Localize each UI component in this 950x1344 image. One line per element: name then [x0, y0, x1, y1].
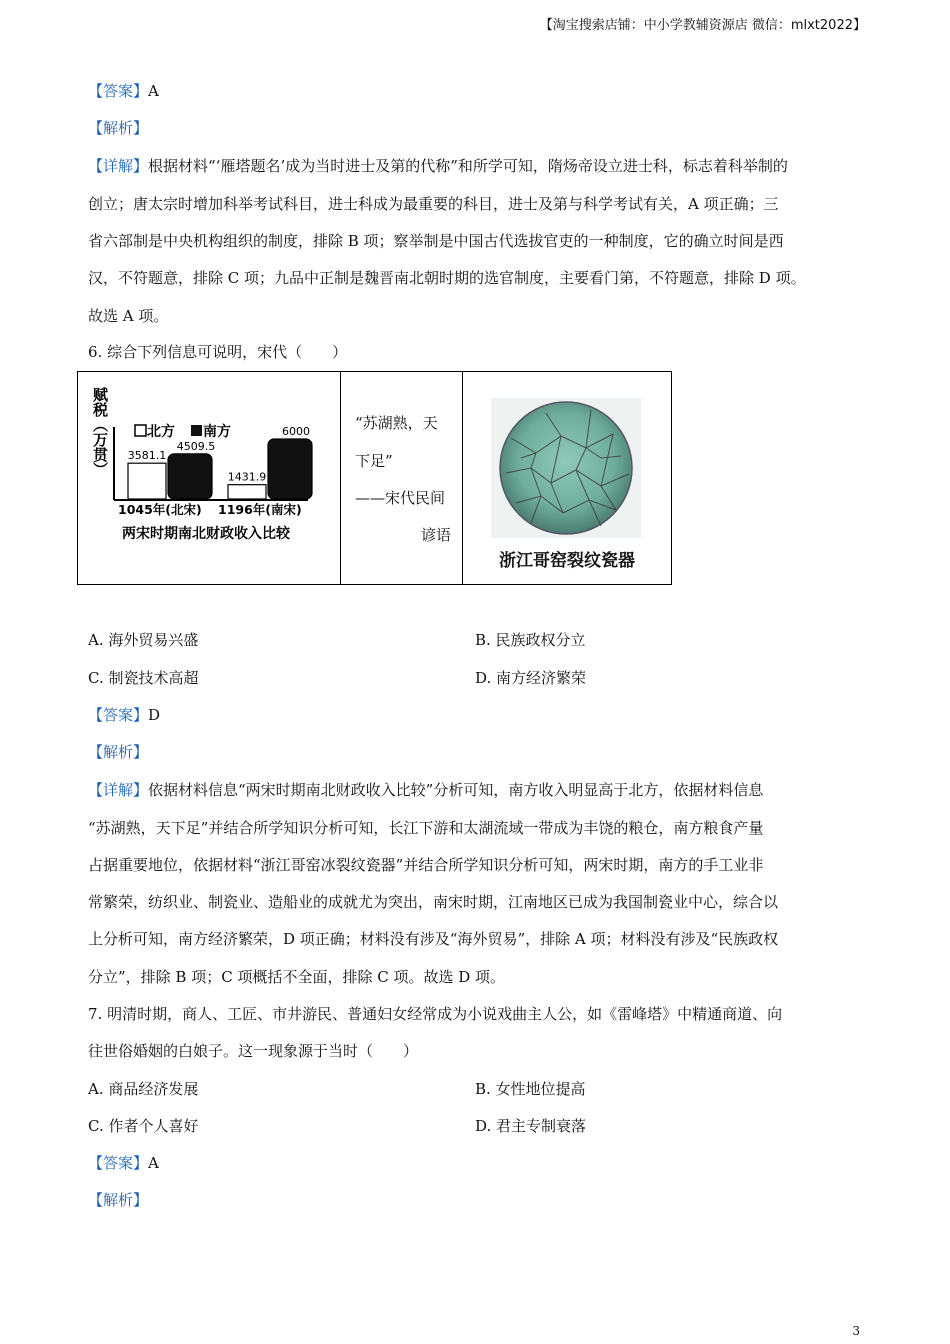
q6-analysis-tag: 【解析】 [88, 743, 149, 761]
proverb-line: 谚语 [421, 526, 452, 544]
option-a[interactable]: A. 海外贸易兴盛 [88, 631, 199, 649]
option-b[interactable]: B. 女性地位提高 [475, 1080, 586, 1098]
q5-analysis-tag: 【解析】 [88, 119, 149, 137]
q6-answer-line [88, 704, 880, 726]
answer-tag: 【答案】 [88, 706, 149, 724]
legend-label-south: 南方 [203, 424, 231, 440]
page-header: 【淘宝搜索店铺：中小学教辅资源店 微信：mlxt2022】 [539, 18, 866, 33]
bar-north [228, 485, 266, 499]
chart-title: 两宋时期南北财政收入比较 [122, 526, 290, 542]
bar-value-label: 1431.9 [227, 470, 267, 484]
finance-chart [78, 372, 340, 584]
q5-detail-line: 【详解】根据材料“‘雁塔题名’成为当时进士及第的代称”和所学可知，隋炀帝设立进士科，标志着科举制的 [88, 157, 788, 175]
proverb-line: ——宋代民间 [355, 489, 446, 507]
q5-detail-line: 故选 A 项。 [88, 307, 169, 325]
crackle-porcelain-image [491, 398, 641, 538]
proverb-cell [341, 372, 463, 584]
option-c[interactable]: C. 作者个人喜好 [88, 1117, 199, 1135]
finance-chart-cell [78, 372, 341, 584]
q6-material-table [77, 371, 672, 585]
bar-south [168, 454, 212, 499]
option-c[interactable]: C. 制瓷技术高超 [88, 669, 199, 687]
answer-value: D [148, 706, 161, 724]
detail-tag: 【详解】 [88, 157, 149, 175]
q5-detail-line: 汉，不符题意，排除 C 项；九品中正制是魏晋南北朝时期的选官制度，主要看门第，不符题意，排除 D 项。 [88, 269, 806, 287]
proverb-line: “苏湖熟，天 [355, 414, 438, 432]
answer-tag: 【答案】 [88, 1154, 149, 1172]
q5-answer-line [88, 80, 880, 102]
q7-stem-line: 往世俗婚姻的白娘子。这一现象源于当时（ ） [88, 1042, 419, 1060]
q5-detail-line: 创立；唐太宗时增加科举考试科目，进士科成为最重要的科目，进士及第与科学考试有关，A 项正确；三 [88, 195, 779, 213]
answer-value: A [148, 1154, 159, 1172]
option-a[interactable]: A. 商品经济发展 [88, 1080, 199, 1098]
answer-tag: 【答案】 [88, 82, 149, 100]
q6-stem: 6. 综合下列信息可说明，宋代（ ） [88, 343, 348, 361]
legend-swatch-south [191, 425, 202, 436]
detail-tag: 【详解】 [88, 781, 149, 799]
q6-detail-line: 常繁荣，纺织业、制瓷业、造船业的成就尤为突出，南宋时期，江南地区已成为我国制瓷业中心，综合以 [88, 893, 779, 911]
q6-detail-line: 【详解】依据材料信息“两宋时期南北财政收入比较”分析可知，南方收入明显高于北方，依据材料信息 [88, 781, 764, 799]
option-b[interactable]: B. 民族政权分立 [475, 631, 586, 649]
q6-detail-line: 上分析可知，南方经济繁荣，D 项正确；材料没有涉及“海外贸易”，排除 A 项；材料没有涉及“民族政权 [88, 930, 779, 948]
proverb-line: 下足” [355, 452, 393, 470]
q7-analysis-tag: 【解析】 [88, 1191, 149, 1209]
option-d[interactable]: D. 南方经济繁荣 [475, 669, 587, 687]
bar-value-label: 6000 [282, 425, 310, 438]
page-number: 3 [852, 1324, 860, 1338]
ceramic-cell [463, 372, 671, 584]
bar-south [268, 439, 312, 499]
legend-label-north: 北方 [147, 424, 175, 440]
legend-swatch-north [135, 425, 146, 436]
answer-value: A [148, 82, 159, 100]
q5-detail-line: 省六部制是中央机构组织的制度，排除 B 项；察举制是中国古代选拔官吏的一种制度，它的确立时间是西 [88, 232, 784, 250]
category-label: 1045年(北宋) [118, 502, 202, 517]
option-d[interactable]: D. 君主专制衰落 [475, 1117, 587, 1135]
q6-detail-line: 分立”，排除 B 项；C 项概括不全面，排除 C 项。故选 D 项。 [88, 968, 506, 986]
category-label: 1196年(南宋) [218, 502, 302, 517]
bar-value-label: 4509.5 [176, 439, 216, 453]
chart-ylabel: 赋税（万贯） [91, 387, 109, 477]
image-caption: 浙江哥窑裂纹瓷器 [499, 551, 635, 571]
q6-detail-line: “苏湖熟，天下足”并结合所学知识分析可知，长江下游和太湖流域一带成为丰饶的粮仓，南方粮食产量 [88, 819, 764, 837]
q7-answer-line [88, 1152, 880, 1174]
bar-north [128, 463, 166, 499]
q6-detail-line: 占据重要地位，依据材料“浙江哥窑冰裂纹瓷器”并结合所学知识分析可知，两宋时期，南方的手工业非 [88, 856, 764, 874]
bar-value-label: 3581.1 [127, 449, 167, 463]
q7-stem-line: 7. 明清时期，商人、工匠、市井游民、普通妇女经常成为小说戏曲主人公，如《雷峰塔》中精通商道、向 [88, 1005, 783, 1023]
